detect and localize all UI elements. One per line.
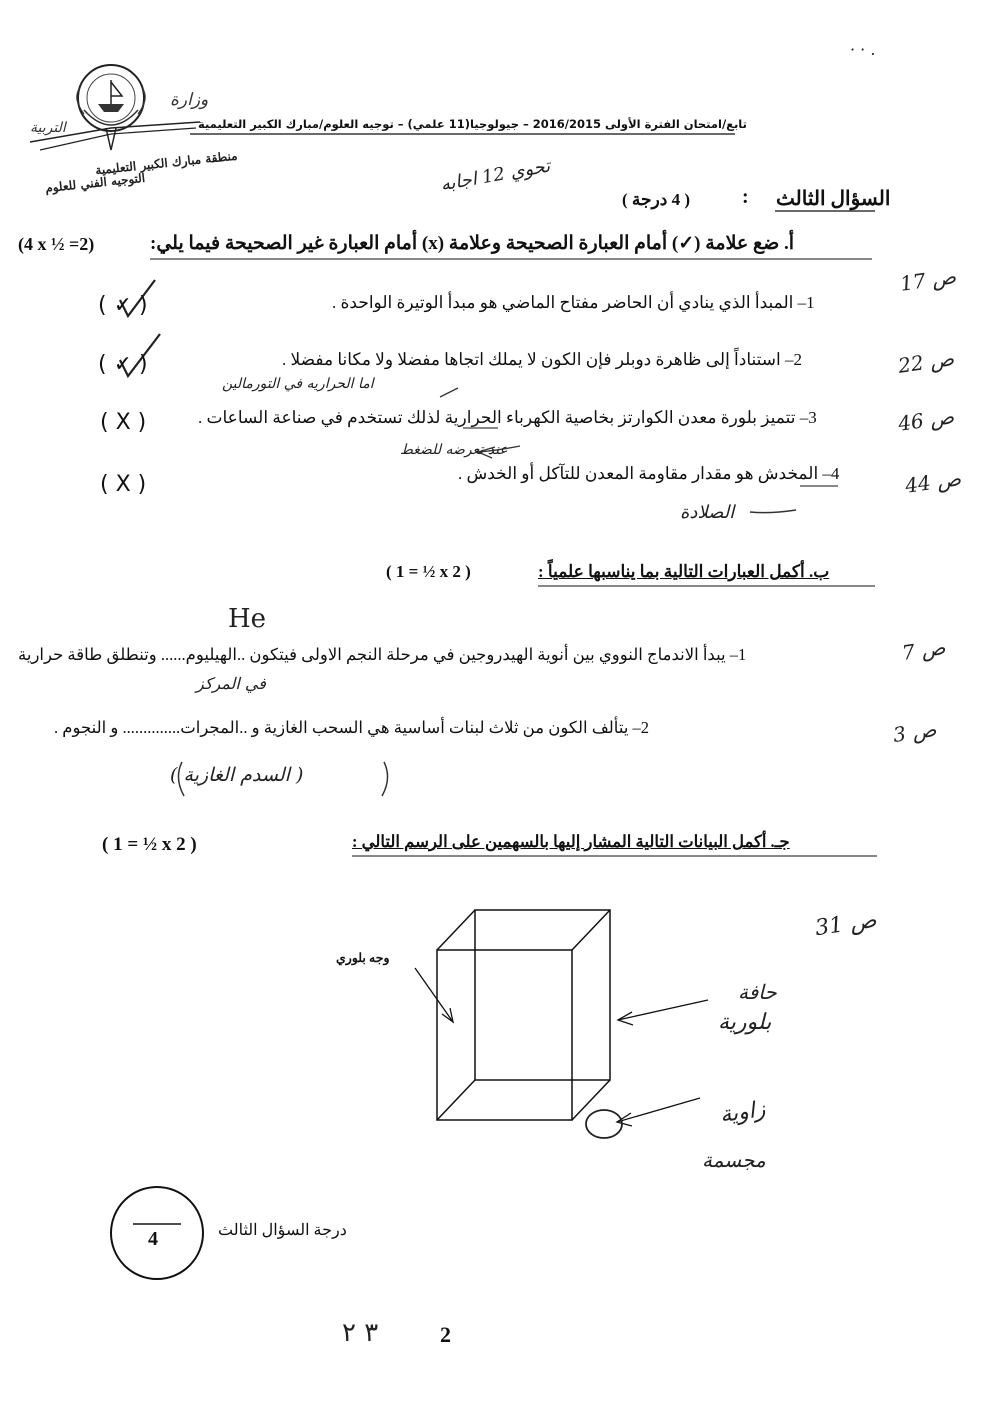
stamp-line-1: منطقة مبارك الكبير التعليمية (94, 148, 239, 178)
score-value: 4 (148, 1228, 158, 1250)
part-a-item-3: 3– تتميز بلورة معدن الكوارتز بخاصية الكهرباء الحرارية لذلك تستخدم في صناعة الساعات . (198, 408, 817, 427)
crystal-cube-diagram (437, 910, 610, 1120)
part-a-correction-4-top: عند تعرضه للضغط (400, 442, 508, 458)
part-b-note-bottom-1: في المركز (196, 674, 266, 693)
part-b-item-1: 1– يبدأ الاندماج النووي بين أنوية الهيدروجين في مرحلة النجم الاولى فيتكون ..الهيليوم...... وتنطلق طاقة حرارية (18, 645, 747, 664)
header-education: التربية (30, 120, 66, 136)
diagram-edge-label-1: حافة (738, 980, 777, 1004)
part-a-answer-3: ( X ) (100, 410, 147, 435)
header-ministry: وزارة (170, 90, 209, 110)
part-b-instruction: ب. أكمل العبارات التالية بما يناسبها علمياً : (538, 562, 830, 581)
part-b-note-top-1: He (228, 604, 267, 634)
header-line: تابع/امتحان الفترة الأولى 2016/2015 – جيولوجيا(11 علمي) – توجيه العلوم/مبارك الكبير التعليمية (198, 117, 747, 131)
diagram-corner-label-2: مجسمة (702, 1148, 766, 1172)
emblem-icon (78, 65, 144, 131)
part-c-marks: ( 1 = ½ x 2 ) (102, 834, 197, 855)
diagram-corner-label-1: زاوية (718, 1096, 767, 1129)
part-a-correction-3: اما الحراريه في التورمالين (222, 376, 374, 392)
grader-note: تحوي 12 اجابه (439, 155, 552, 196)
part-a-item-1: 1– المبدأ الذي ينادي أن الحاضر مفتاح الماضي هو مبدأ الوتيرة الواحدة . (332, 293, 815, 312)
corner-marks: · · . (850, 40, 876, 59)
part-a-item-4: 4– المخدش هو مقدار مقاومة المعدن للتآكل أو الخدش . (458, 464, 840, 483)
part-a-answer-1: ( ✓ ) (98, 293, 148, 318)
part-b-margin-1: ص 7 (900, 635, 947, 665)
part-b-item-2: 2– يتألف الكون من ثلاث لبنات أساسية هي السحب الغازية و ..المجرات.............. و النجوم . (54, 718, 650, 737)
part-a-answer-4: ( X ) (100, 472, 147, 497)
part-a-item-2: 2– استناداً إلى ظاهرة دوبلر فإن الكون لا يملك اتجاها مفضلا ولا مكانا مفضلا . (282, 350, 802, 369)
part-c-instruction: جـ. أكمل البيانات التالية المشار إليها بالسهمين على الرسم التالي : (352, 832, 790, 851)
question-title-colon: : (742, 186, 749, 208)
part-a-margin-2: ص 22 (896, 346, 956, 378)
question-title: السؤال الثالث (776, 188, 891, 210)
footer-handwritten: ٣ ٢ (342, 1318, 379, 1348)
part-b-margin-2: ص 3 (891, 717, 938, 747)
part-c-page-ref: ص 31 (813, 907, 879, 942)
page-number: 2 (440, 1322, 451, 1347)
part-a-correction-4-bottom: الصلادة (680, 502, 735, 523)
score-label: درجة السؤال الثالث (218, 1222, 347, 1239)
part-a-instruction: أ. ضع علامة (✓) أمام العبارة الصحيحة وعلامة (x) أمام العبارة غير الصحيحة فيما يلي: (150, 233, 795, 254)
part-b-note-bottom-2: ( السدم الغازية ) (170, 764, 304, 786)
part-a-margin-4: ص 44 (903, 466, 963, 498)
diagram-edge-label-2: بلورية (718, 1010, 772, 1035)
stamp-line-2: التوجيه الفني للعلوم (44, 170, 146, 196)
part-b-marks: ( 1 = ½ x 2 ) (386, 562, 471, 581)
question-total: ( 4 درجة ) (622, 190, 690, 209)
diagram-face-label: وجه بلوري (336, 951, 390, 965)
part-a-answer-2: ( ✓ ) (98, 352, 148, 377)
part-a-margin-1: ص 17 (898, 264, 958, 296)
part-a-margin-3: ص 46 (896, 404, 956, 436)
part-a-marks: (4 x ½ =2) (18, 234, 95, 254)
